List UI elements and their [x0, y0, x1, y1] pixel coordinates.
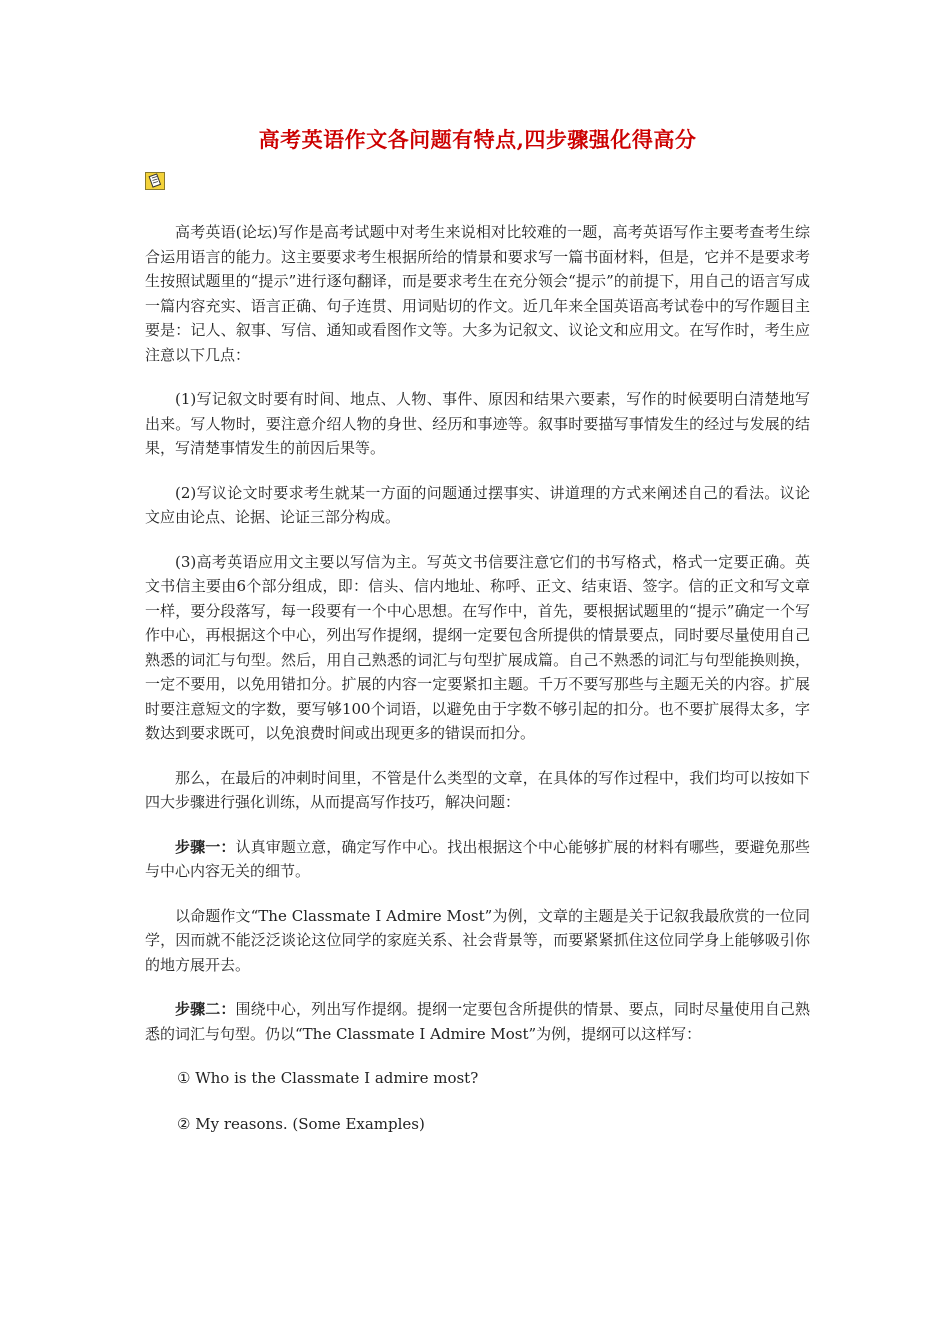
point-1-paragraph: (1)写记叙文时要有时间、地点、人物、事件、原因和结果六要素，写作的时候要明白清楚地写出来。写人物时，要注意介绍人物的身世、经历和事迹等。叙事时要描写事情发生的经过与发展的结果，写清楚事情发生的前因后果等。 — [145, 390, 810, 457]
point-3-paragraph: (3)高考英语应用文主要以写信为主。写英文书信要注意它们的书写格式，格式一定要正确。英文书信主要由6个部分组成，即：信头、信内地址、称呼、正文、结束语、签字。信的正文和写文章一样，要分段落写，每一段要有一个中心思想。在写作中，首先，要根据试题里的“提示”确定一个写作中心，再根据这个中心，列出写作提纲，提纲一定要包含所提供的情景要点，同时要尽量使用自己熟悉的词汇与句型。然后，用自己熟悉的词汇与句型扩展成篇。自己不熟悉的词汇与句型能换则换，一定不要用，以免用错扣分。扩展的内容一定要紧扣主题。千万不要写那些与主题无关的内容。扩展时要注意短文的字数，要写够100个词语，以避免由于字数不够引起的扣分。也不要扩展得太多，字数达到要求既可，以免浪费时间或出现更多的错误而扣分。 — [145, 552, 810, 742]
outline-item: ① Who is the Classmate I admire most? — [177, 1069, 479, 1087]
outline-item: ② My reasons. (Some Examples) — [177, 1115, 425, 1133]
step-2-paragraph — [145, 997, 810, 1046]
page-title: 高考英语作文各问题有特点,四步骤强化得高分 — [258, 127, 697, 152]
transition-paragraph: 那么，在最后的冲刺时间里，不管是什么类型的文章，在具体的写作过程中，我们均可以按如下四大步骤进行强化训练，从而提高写作技巧，解决问题： — [145, 768, 810, 811]
step-1-label: 步骤一： — [175, 837, 236, 856]
step-1-paragraph — [145, 835, 810, 884]
step-2-text: 围绕中心，列出写作提纲。提纲一定要包含所提供的情景、要点，同时尽量使用自己熟悉的词汇与句型。仍以“The Classmate I Admire Most”为例，提纲可以这样写： — [145, 1000, 810, 1043]
step-1-text: 认真审题立意，确定写作中心。找出根据这个中心能够扩展的材料有哪些，要避免那些与中心内容无关的细节。 — [145, 837, 810, 880]
example-1-paragraph: 以命题作文“The Classmate I Admire Most”为例，文章的主题是关于记叙我最欣赏的一位同学，因而就不能泛泛谈论这位同学的家庭关系、社会背景等，而要紧紧抓住这位同学身上能够吸引你的地方展开去。 — [145, 906, 810, 974]
article-body — [145, 220, 810, 1158]
point-2-paragraph: (2)写议论文时要求考生就某一方面的问题通过摆事实、讲道理的方式来阐述自己的看法。议论文应由论点、论据、论证三部分构成。 — [145, 483, 810, 526]
document-icon-glyph — [146, 173, 164, 189]
step-2-label: 步骤二： — [175, 1000, 236, 1018]
document-icon[interactable] — [145, 172, 165, 190]
intro-paragraph: 高考英语(论坛)写作是高考试题中对考生来说相对比较难的一题，高考英语写作主要考查考生综合运用语言的能力。这主要要求考生根据所给的情景和要求写一篇书面材料，但是，它并不是要求考生按照试题里的“提示”进行逐句翻译，而是要求考生在充分领会“提示”的前提下，用自己的语言写成一篇内容充实、语言正确、句子连贯、用词贴切的作文。近几年来全国英语高考试卷中的写作题目主要是：记人、叙事、写信、通知或看图作文等。大多为记叙文、议论文和应用文。在写作时，考生应注意以下几点： — [145, 223, 810, 364]
